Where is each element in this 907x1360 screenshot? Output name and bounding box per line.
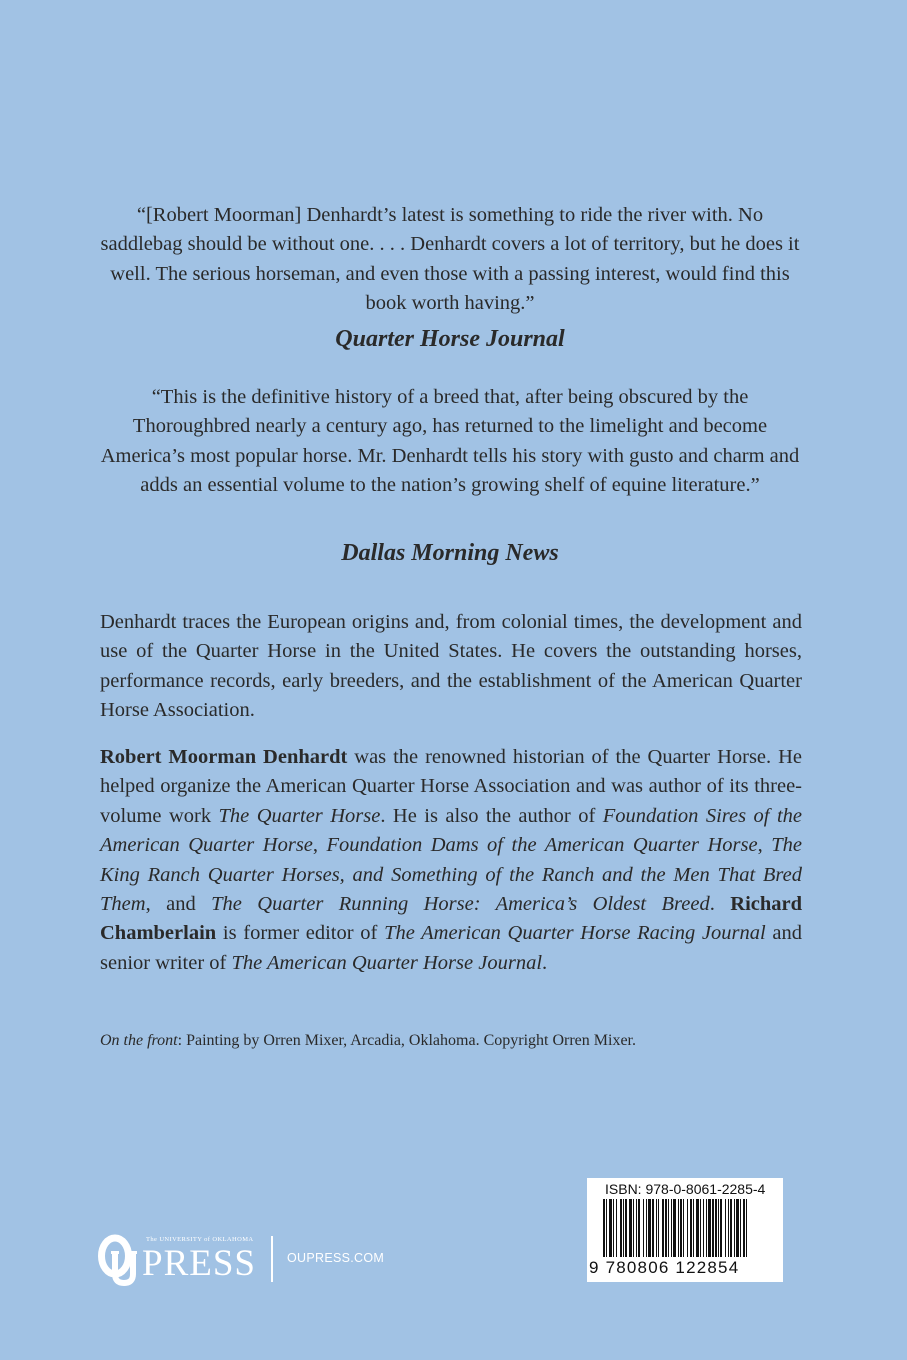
barcode-bar: [623, 1199, 624, 1257]
press-name: PRESS: [142, 1243, 257, 1284]
barcode-bar: [693, 1199, 694, 1257]
barcode-bar: [696, 1199, 699, 1257]
logo-divider: [271, 1236, 273, 1282]
journal-title: The American Quarter Horse Racing Journal: [384, 922, 766, 945]
barcode-bar: [625, 1199, 627, 1257]
journal-title: The American Quarter Horse Journal: [231, 951, 543, 974]
book-title: Foundation Sires of the American Quarter Horse: [100, 804, 802, 857]
barcode-bar: [734, 1199, 735, 1257]
barcode-bar: [652, 1199, 654, 1257]
book-title: The King Ranch Quarter Horses, and Something of the Ranch and the Men That Bred Them: [100, 834, 802, 916]
barcode-bar: [646, 1199, 647, 1257]
barcode-bar: [715, 1199, 717, 1257]
barcode-bar: [690, 1199, 692, 1257]
barcode-bar: [683, 1199, 684, 1257]
barcode-bar: [708, 1199, 711, 1257]
book-description: Denhardt traces the European origins and, from colonial times, the development and use of the Quarter Horse in the United States. He covers the outstanding horses, performance records, early breeders, and the establishment of the American Quarter Horse Association.: [100, 611, 802, 722]
author-name: Robert Moorman Denhardt: [100, 746, 348, 768]
credit-label: On the front: [100, 1032, 178, 1049]
isbn-label: ISBN: 978-0-8061-2285-4: [605, 1181, 766, 1197]
barcode-bar: [743, 1199, 745, 1257]
barcode-bar: [725, 1199, 726, 1257]
barcode-bar: [636, 1199, 637, 1257]
barcode-bar: [673, 1199, 676, 1257]
barcode-bar: [703, 1199, 704, 1257]
barcode-bar: [700, 1199, 701, 1257]
cover-art-credit: On the front: Painting by Orren Mixer, Arcadia, Oklahoma. Copyright Orren Mixer.: [100, 1032, 636, 1049]
editor-name: Richard Chamberlain: [100, 893, 803, 945]
quote-2: “This is the definitive history of a breed that, after being obscured by the Thoroughbred nearly a century ago, has returned to the limelight and become America’s most popular horse. Mr. Denhardt tells his story with gusto and charm and adds an essential volume to the nation’s growing shelf of equine literature.”: [100, 386, 800, 497]
book-title: Foundation Dams of the American Quarter Horse: [326, 834, 758, 857]
book-title: The Quarter Horse: [218, 804, 381, 827]
barcode-bar: [620, 1199, 622, 1257]
quote-1: “[Robert Moorman] Denhardt’s latest is something to ride the river with. No saddlebag should be without one. . . . Denhardt covers a lot of territory, but he does it well. The serious horseman, and even those with a passing interest, would find this book worth having.”: [100, 204, 800, 315]
barcode-bar: [606, 1199, 607, 1257]
university-name: The UNIVERSITY of OKLAHOMA: [146, 1236, 254, 1243]
ou-monogram-icon: [98, 1232, 142, 1290]
quote-1-source: Quarter Horse Journal: [335, 326, 565, 352]
barcode-bar: [638, 1199, 640, 1257]
barcode-bar: [668, 1199, 669, 1257]
barcode-bar: [740, 1199, 741, 1257]
barcode-bar: [633, 1199, 634, 1257]
barcode-bar: [728, 1199, 729, 1257]
barcode-bar: [706, 1199, 707, 1257]
barcode-bar: [643, 1199, 644, 1257]
author-bio: Robert Moorman Denhardt was the renowned historian of the Quarter Horse. He helped organize the American Quarter Horse Association and was author of its three-volume work The Quarter Horse. He is also the author of Foundation Sires of the American Quarter Horse, Foundation Dams of the American Quarter Horse, The King Ranch Quarter Horses, and Something of the Ranch and the Men That Bred Them, and The Quarter Running Horse: America’s Oldest Breed. Richard Chamberlain is former editor of The American Quarter Horse Racing Journal and senior writer of The American Quarter Horse Journal.: [100, 746, 803, 974]
isbn-barcode: [587, 1178, 783, 1282]
barcode-bar: [648, 1199, 651, 1257]
barcode-bar: [687, 1199, 688, 1257]
barcode-bar: [613, 1199, 614, 1257]
barcode-bar: [720, 1199, 722, 1257]
barcode-bar: [671, 1199, 672, 1257]
barcode-digits: 9 780806 122854: [589, 1258, 740, 1277]
quote-2-source: Dallas Morning News: [341, 540, 559, 566]
barcode-bar: [746, 1199, 747, 1257]
barcode-bar: [616, 1199, 617, 1257]
barcode-bar: [603, 1199, 605, 1257]
barcode-bars: [587, 1199, 783, 1261]
book-title: The Quarter Running Horse: America’s Oldest Breed: [211, 893, 710, 916]
barcode-bar: [656, 1199, 657, 1257]
publisher-website: OUPRESS.COM: [287, 1251, 385, 1265]
barcode-bar: [678, 1199, 679, 1257]
barcode-bar: [662, 1199, 664, 1257]
barcode-bar: [665, 1199, 667, 1257]
barcode-bar: [736, 1199, 739, 1257]
barcode-bar: [730, 1199, 732, 1257]
barcode-bar: [658, 1199, 659, 1257]
barcode-bar: [680, 1199, 682, 1257]
barcode-bar: [629, 1199, 632, 1257]
barcode-bar: [609, 1199, 612, 1257]
barcode-bar: [718, 1199, 719, 1257]
barcode-bar: [712, 1199, 714, 1257]
